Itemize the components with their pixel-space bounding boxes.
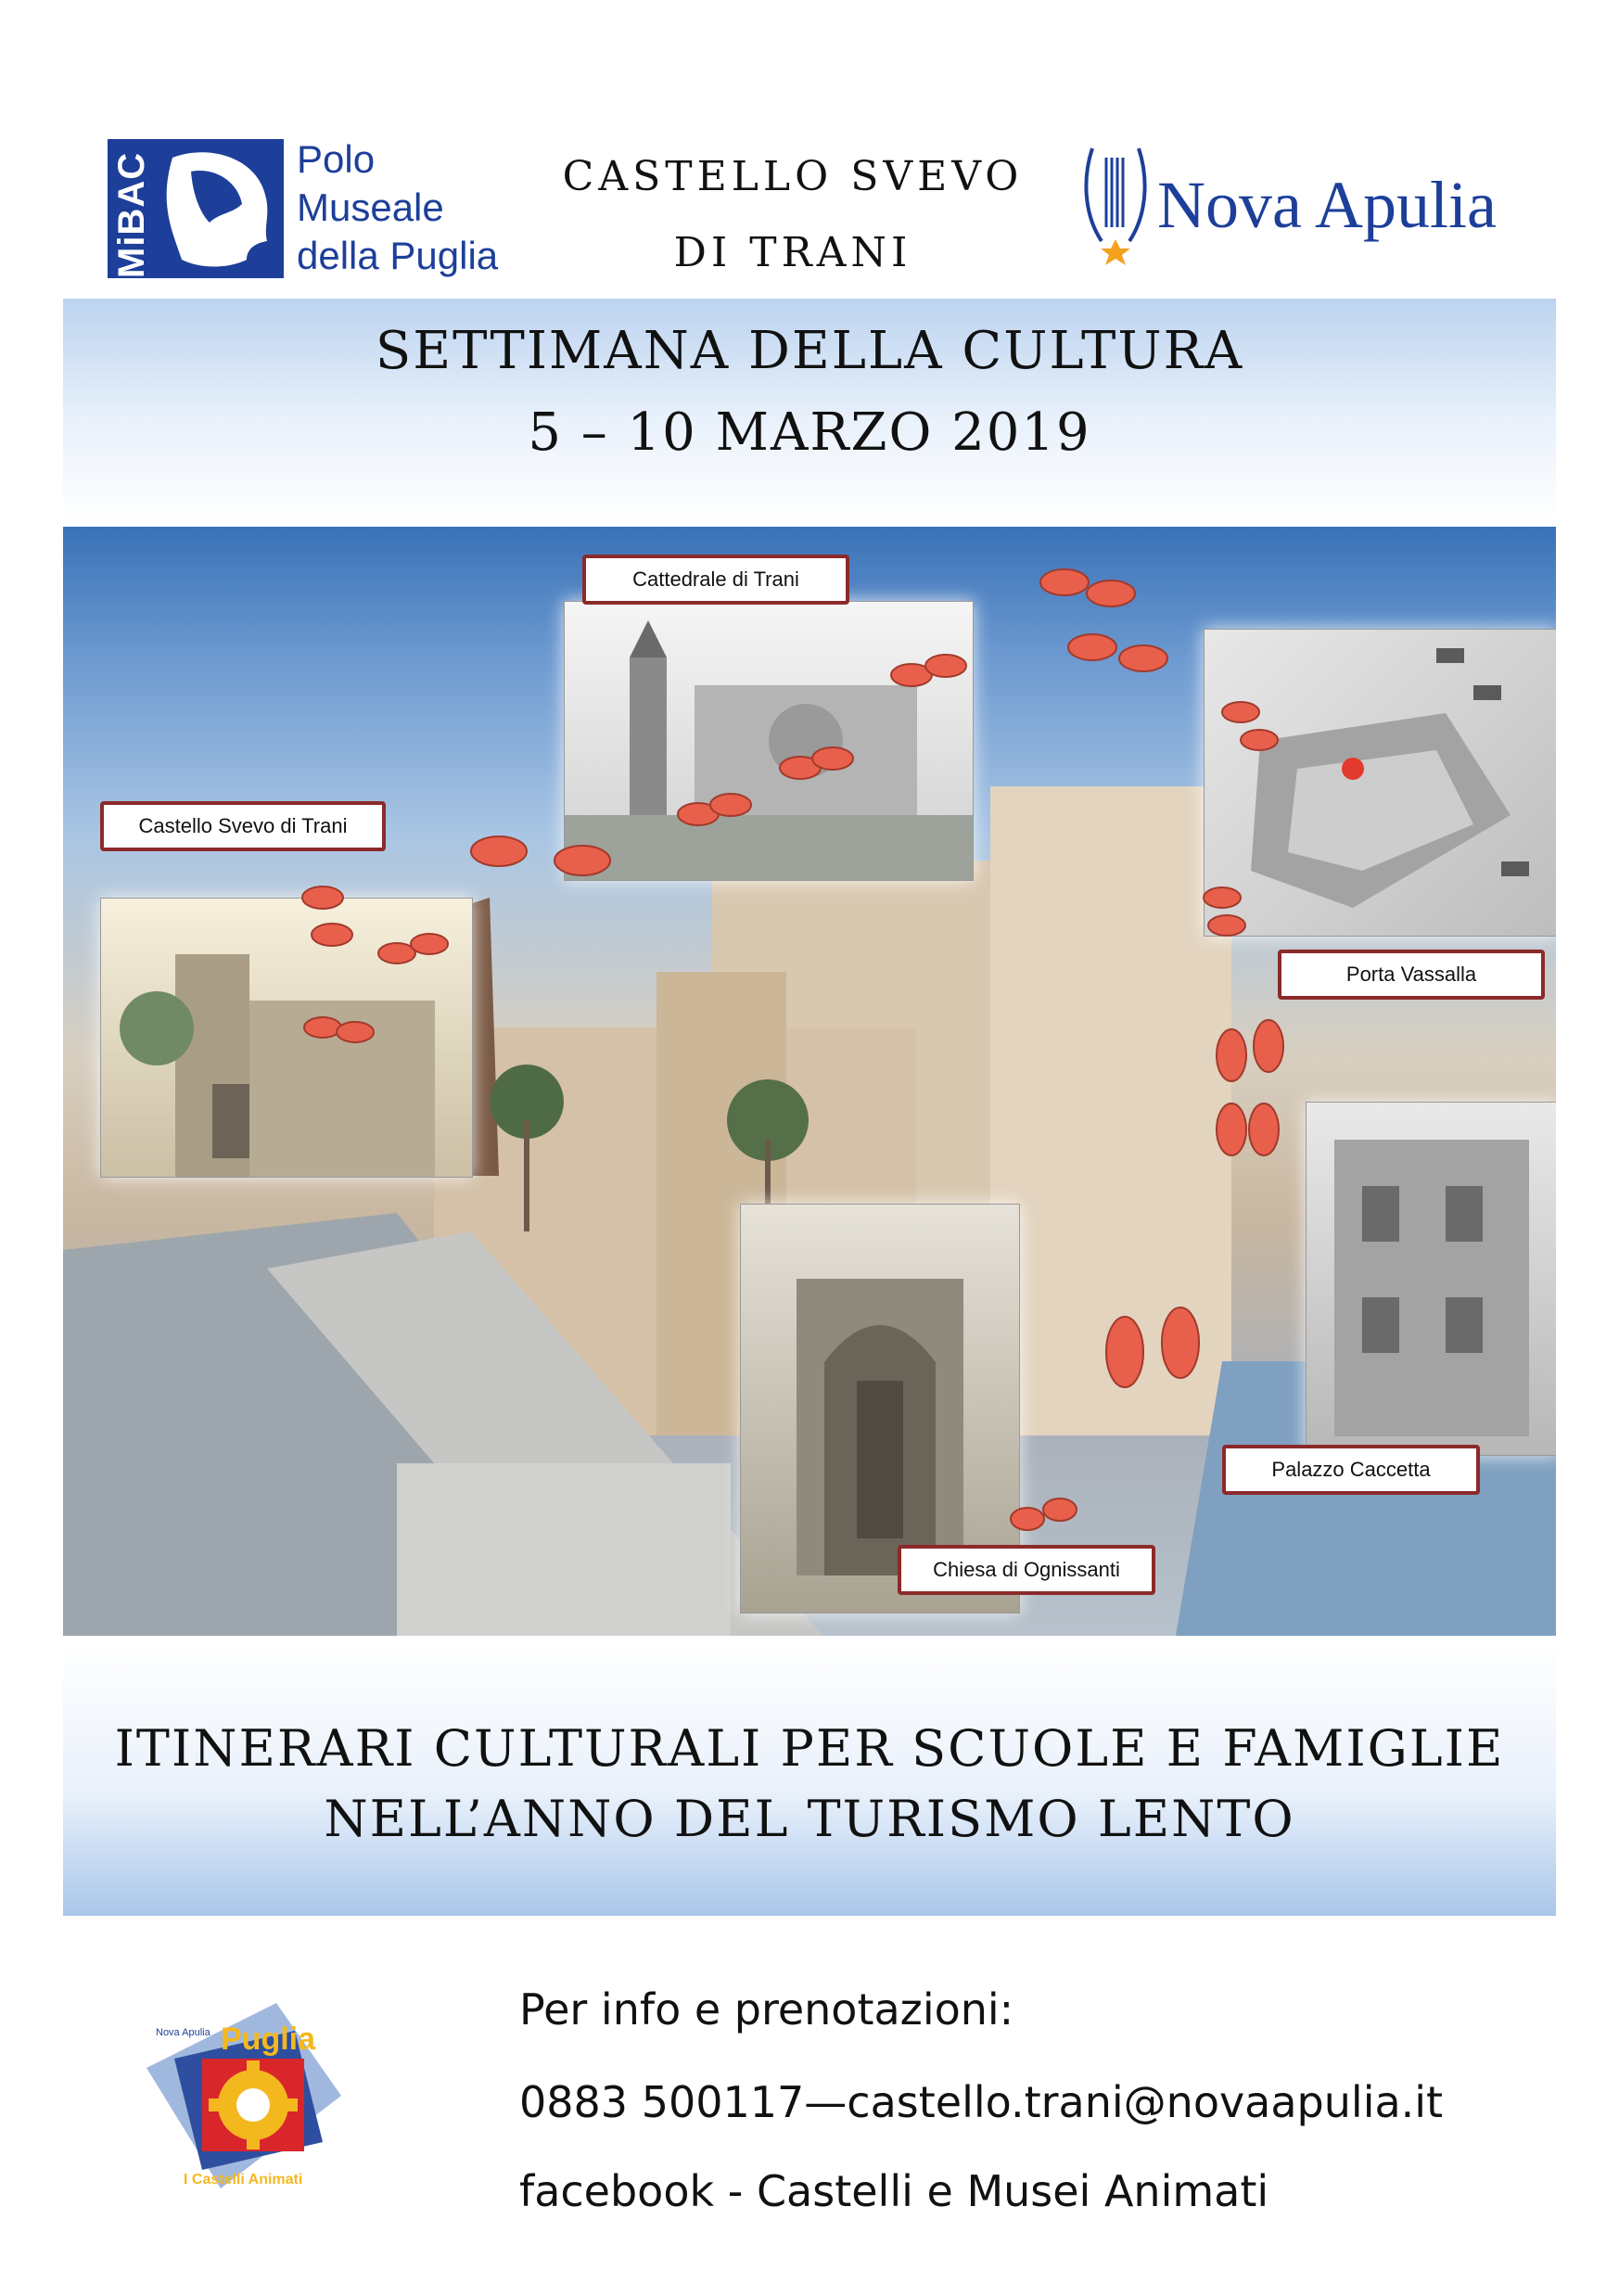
footprint-icon (1241, 730, 1278, 750)
castle-title-line: CASTELLO SVEVO (562, 153, 1024, 200)
footprint-icon (1217, 1029, 1246, 1081)
footprint-icon (1204, 887, 1241, 908)
itinerary-line-2: NELL’ANNO DEL TURISMO LENTO (324, 1790, 1295, 1848)
footprint-icon (1162, 1307, 1199, 1378)
footprint-icon (555, 846, 610, 875)
itinerary-band (63, 1643, 1556, 1916)
footprint-icon (1087, 580, 1135, 606)
footprint-icon (812, 747, 853, 770)
polo-line: Polo (297, 137, 376, 181)
nova-apulia-icon (1083, 139, 1148, 278)
event-title: SETTIMANA DELLA CULTURA (375, 321, 1244, 381)
footprint-icon (471, 836, 527, 866)
label-cattedrale: Cattedrale di Trani (582, 555, 849, 605)
castle-title-line: DI TRANI (673, 229, 912, 276)
logo-sub: Nova Apulia (156, 2027, 210, 2038)
mibac-mark-text: MiBAC (111, 151, 152, 278)
nova-apulia-text: Nova Apulia (1157, 168, 1497, 242)
footprint-icon (378, 943, 415, 963)
footprint-icon (1011, 1508, 1044, 1530)
footprint-icon (411, 934, 448, 954)
footprint-icon (337, 1022, 374, 1042)
logo-tagline: I Castelli Animati (184, 2172, 303, 2188)
label-palazzo-caccetta: Palazzo Caccetta (1222, 1445, 1480, 1495)
footprint-icon (1106, 1317, 1143, 1387)
footprint-icon (1254, 1020, 1283, 1072)
footprint-icon (1222, 702, 1259, 722)
footprint-icon (710, 794, 751, 816)
footprint-icon (312, 924, 352, 946)
contacts-heading: Per info e prenotazioni: (519, 1984, 1014, 2035)
itinerary-map-scene (63, 527, 1556, 1636)
footprint-icon (304, 1017, 341, 1038)
footprint-icon (925, 655, 966, 677)
polo-museale-text (297, 135, 538, 280)
polo-line: Museale (297, 185, 444, 229)
mibac-logo (108, 139, 284, 278)
logo-word: Puglia (221, 2022, 316, 2057)
footprint-icon (1217, 1103, 1246, 1155)
event-dates: 5 – 10 MARZO 2019 (528, 402, 1091, 463)
footprint-icon (1119, 645, 1167, 671)
label-porta-vassalla: Porta Vassalla (1278, 950, 1545, 1000)
contacts-facebook[interactable]: facebook - Castelli e Musei Animati (519, 2166, 1269, 2216)
footprint-icon (1068, 634, 1116, 660)
polo-line: della Puglia (297, 234, 499, 277)
castle-title (547, 139, 1039, 291)
label-castello: Castello Svevo di Trani (100, 801, 386, 851)
itinerary-line-1: ITINERARI CULTURALI PER SCUOLE E FAMIGLIE (114, 1719, 1505, 1778)
event-title-band (63, 299, 1556, 521)
footprint-icon (1208, 915, 1245, 936)
footprint-icon (1040, 569, 1089, 595)
label-ognissanti: Chiesa di Ognissanti (898, 1545, 1155, 1595)
castelli-animati-logo (137, 1984, 360, 2207)
footprint-icon (1043, 1499, 1077, 1521)
footprint-icon (302, 887, 343, 909)
footprint-icon (1249, 1103, 1279, 1155)
head-profile-icon (108, 139, 284, 278)
contacts-phone-email[interactable]: 0883 500117—castello.trani@novaapulia.it (519, 2077, 1444, 2127)
